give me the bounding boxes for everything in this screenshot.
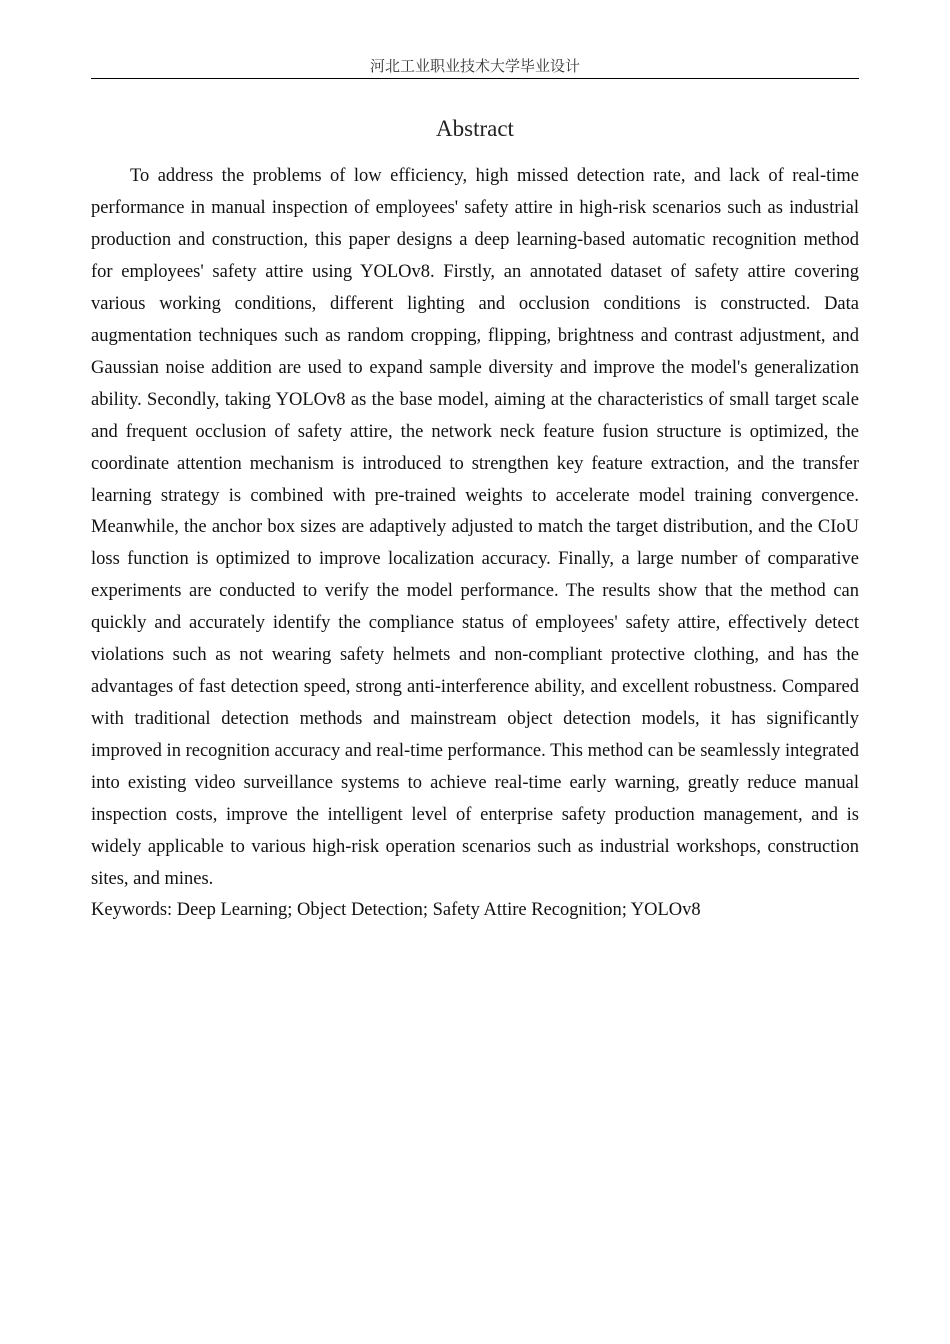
page-header — [91, 56, 859, 79]
abstract-title: Abstract — [436, 116, 514, 141]
abstract-body: To address the problems of low efficiency, high missed detection rate, and lack of real-time performance in manual inspection of employees' safety attire in high-risk scenarios such as industrial production and construction, this paper designs a deep learning-based automatic recognition method for employees' safety attire using YOLOv8. Firstly, an annotated dataset of safety attire covering various working conditions, different lighting and occlusion conditions is constructed. Data augmentation techniques such as random cropping, flipping, brightness and contrast adjustment, and Gaussian noise addition are used to expand sample diversity and improve the model's generalization ability. Secondly, taking YOLOv8 as the base model, aiming at the characteristics of small target scale and frequent occlusion of safety attire, the network neck feature fusion structure is optimized, the coordinate attention mechanism is introduced to strengthen key feature extraction, and the transfer learning strategy is combined with pre-trained weights to accelerate model training convergence. Meanwhile, the anchor box sizes are adaptively adjusted to match the target distribution, and the CIoU loss function is optimized to improve localization accuracy. Finally, a large number of comparative experiments are conducted to verify the model performance. The results show that the method can quickly and accurately identify the compliance status of employees' safety attire, effectively detect violations such as not wearing safety helmets and non-compliant protective clothing, and has the advantages of fast detection speed, strong anti-interference ability, and excellent robustness. Compared with traditional detection methods and mainstream object detection models, it has significantly improved in recognition accuracy and real-time performance. This method can be seamlessly integrated into existing video surveillance systems to achieve real-time early warning, greatly reduce manual inspection costs, improve the intelligent level of enterprise safety production management, and is widely applicable to various high-risk operation scenarios such as industrial workshops, construction sites, and mines. — [91, 166, 859, 889]
keywords-line: Keywords: Deep Learning; Object Detection; Safety Attire Recognition; YOLOv8 — [91, 900, 701, 920]
running-title: 河北工业职业技术大学毕业设计 — [369, 57, 580, 75]
